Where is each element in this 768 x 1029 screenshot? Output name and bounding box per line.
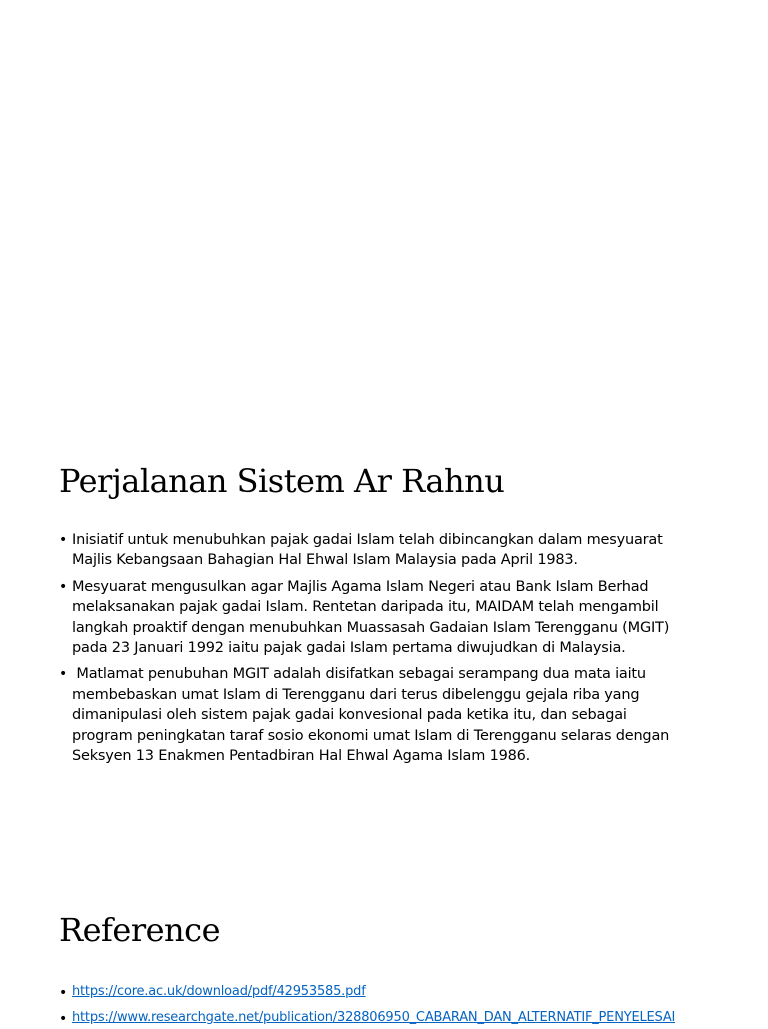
bullet-line: Inisiatif untuk menubuhkan pajak gadai Islam telah dibincangkan dalam mesyuarat (72, 532, 663, 548)
bullet-dot-icon: • (59, 985, 68, 1001)
bullet-line: pada 23 Januari 1992 iaitu pajak gadai Islam pertama diwujudkan di Malaysia. (72, 640, 626, 657)
bullet-item (59, 577, 719, 659)
bullet-line: Majlis Kebangsaan Bahagian Hal Ehwal Islam Malaysia pada April 1983. (72, 552, 578, 569)
reference-link[interactable]: https://core.ac.uk/download/pdf/42953585.pdf (72, 984, 366, 999)
bullet-dot-icon: • (59, 1011, 68, 1027)
bullet-line: Mesyuarat mengusulkan agar Majlis Agama Islam Negeri atau Bank Islam Berhad (72, 578, 649, 595)
bullet-item (59, 664, 719, 766)
bullet-line: program peningkatan taraf sosio ekonomi umat Islam di Terengganu selaras dengan (72, 727, 670, 744)
bullet-line: melaksanakan pajak gadai Islam. Rentetan daripada itu, MAIDAM telah mengambil (72, 599, 659, 616)
bullet-line: langkah proaktif dengan menubuhkan Muassasah Gadaian Islam Terengganu (MGIT) (72, 619, 670, 636)
slide-reference (0, 800, 768, 1027)
reference-link[interactable]: https://www.researchgate.net/publication/328806950_CABARAN_DAN_ALTERNATIF_PENYELESAI (72, 1010, 676, 1025)
reference-title: Reference (59, 911, 221, 949)
bullet-item (59, 530, 719, 571)
reference-item (59, 1009, 759, 1027)
bullet-dot-icon: • (59, 578, 68, 595)
reference-list (59, 983, 759, 1027)
bullet-line: Matlamat penubuhan MGIT adalah disifatkan sebagai serampang dua mata iaitu (72, 666, 646, 683)
bullet-list (59, 530, 719, 766)
bullet-dot-icon: • (59, 532, 68, 548)
bullet-line: membebaskan umat Islam di Terengganu dari terus dibelenggu gejala riba yang (72, 686, 640, 703)
bullet-dot-icon: • (59, 666, 68, 683)
bullet-line: Seksyen 13 Enakmen Pentadbiran Hal Ehwal Agama Islam 1986. (72, 748, 531, 765)
slide-title: Perjalanan Sistem Ar Rahnu (59, 462, 505, 500)
bullet-line: dimanipulasi oleh sistem pajak gadai konvesional pada ketika itu, dan sebagai (72, 707, 627, 724)
reference-item (59, 983, 759, 1001)
